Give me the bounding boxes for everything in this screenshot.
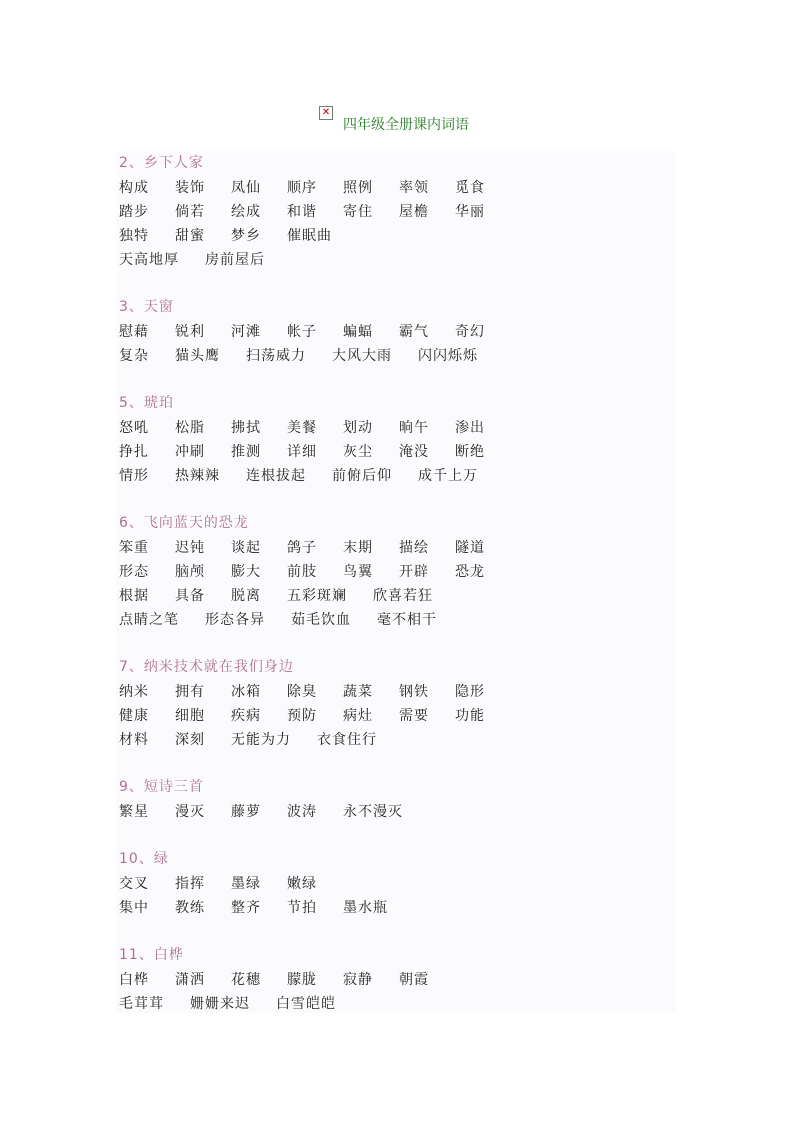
- vocabulary-word: 连根拔起: [246, 468, 306, 484]
- vocabulary-word: 繁星: [119, 804, 149, 820]
- vocabulary-word: 形态各异: [205, 612, 265, 628]
- vocabulary-word: 觅食: [455, 180, 485, 196]
- vocabulary-word: 晌午: [399, 420, 429, 436]
- word-row: [116, 223, 676, 247]
- vocabulary-word: 点睛之笔: [119, 612, 179, 628]
- vocabulary-word: 扫荡威力: [246, 348, 306, 364]
- vocabulary-word: 描绘: [399, 540, 429, 556]
- vocabulary-word: 顺序: [287, 180, 317, 196]
- vocabulary-word: 毫不相干: [377, 612, 437, 628]
- vocabulary-word: 美餐: [287, 420, 317, 436]
- vocabulary-word: 松脂: [175, 420, 205, 436]
- vocabulary-word: 集中: [119, 900, 149, 916]
- vocabulary-word: 率领: [399, 180, 429, 196]
- vocabulary-word: 无能为力: [231, 732, 291, 748]
- vocabulary-list: [116, 151, 676, 1013]
- vocabulary-word: 构成: [119, 180, 149, 196]
- lesson-section: [116, 391, 676, 487]
- vocabulary-word: 永不漫灭: [343, 804, 403, 820]
- vocabulary-word: 波涛: [287, 804, 317, 820]
- vocabulary-word: 详细: [287, 444, 317, 460]
- vocabulary-word: 钢铁: [399, 684, 429, 700]
- vocabulary-word: 绘成: [231, 204, 261, 220]
- vocabulary-word: 复杂: [119, 348, 149, 364]
- vocabulary-word: 锐利: [175, 324, 205, 340]
- lesson-heading: 11、白桦: [119, 947, 184, 963]
- vocabulary-word: 墨绿: [231, 876, 261, 892]
- vocabulary-word: 恐龙: [455, 564, 485, 580]
- vocabulary-word: 教练: [175, 900, 205, 916]
- vocabulary-word: 具备: [175, 588, 205, 604]
- vocabulary-word: 膨大: [231, 564, 261, 580]
- lesson-heading: 6、飞向蓝天的恐龙: [119, 515, 249, 531]
- vocabulary-word: 整齐: [231, 900, 261, 916]
- vocabulary-word: 华丽: [455, 204, 485, 220]
- vocabulary-word: 情形: [119, 468, 149, 484]
- vocabulary-word: 花穗: [231, 972, 261, 988]
- vocabulary-word: 形态: [119, 564, 149, 580]
- lesson-section: [116, 847, 676, 919]
- vocabulary-word: 和谐: [287, 204, 317, 220]
- vocabulary-word: 根据: [119, 588, 149, 604]
- lesson-section: [116, 943, 676, 1013]
- vocabulary-word: 怒吼: [119, 420, 149, 436]
- vocabulary-word: 细胞: [175, 708, 205, 724]
- vocabulary-word: 白雪皑皑: [276, 996, 336, 1012]
- word-row: [116, 559, 676, 583]
- vocabulary-word: 梦乡: [231, 228, 261, 244]
- vocabulary-word: 热辣辣: [175, 468, 220, 484]
- vocabulary-word: 寂静: [343, 972, 373, 988]
- vocabulary-word: 独特: [119, 228, 149, 244]
- vocabulary-word: 推测: [231, 444, 261, 460]
- word-row: [116, 535, 676, 559]
- title-row: [0, 105, 794, 131]
- vocabulary-word: 慰藉: [119, 324, 149, 340]
- lesson-heading: 7、纳米技术就在我们身边: [119, 659, 294, 675]
- word-row: [116, 607, 676, 631]
- vocabulary-word: 五彩斑斓: [287, 588, 347, 604]
- vocabulary-word: 倘若: [175, 204, 205, 220]
- vocabulary-word: 鸟翼: [343, 564, 373, 580]
- vocabulary-word: 凤仙: [231, 180, 261, 196]
- vocabulary-word: 拥有: [175, 684, 205, 700]
- vocabulary-word: 蔬菜: [343, 684, 373, 700]
- vocabulary-word: 大风大雨: [332, 348, 392, 364]
- vocabulary-word: 装饰: [175, 180, 205, 196]
- vocabulary-word: 朦胧: [287, 972, 317, 988]
- vocabulary-word: 冲刷: [175, 444, 205, 460]
- vocabulary-word: 交叉: [119, 876, 149, 892]
- vocabulary-word: 毛茸茸: [119, 996, 164, 1012]
- vocabulary-word: 欣喜若狂: [373, 588, 433, 604]
- lesson-section: [116, 655, 676, 751]
- vocabulary-word: 白桦: [119, 972, 149, 988]
- word-row: [116, 727, 676, 751]
- vocabulary-word: 冰箱: [231, 684, 261, 700]
- vocabulary-word: 帐子: [287, 324, 317, 340]
- vocabulary-word: 需要: [399, 708, 429, 724]
- lesson-heading: 9、短诗三首: [119, 779, 204, 795]
- vocabulary-word: 隐形: [455, 684, 485, 700]
- word-row: [116, 895, 676, 919]
- vocabulary-word: 蝙蝠: [343, 324, 373, 340]
- vocabulary-word: 河滩: [231, 324, 261, 340]
- vocabulary-word: 姗姗来迟: [190, 996, 250, 1012]
- vocabulary-word: 甜蜜: [175, 228, 205, 244]
- vocabulary-word: 功能: [455, 708, 485, 724]
- vocabulary-word: 踏步: [119, 204, 149, 220]
- lesson-heading: 5、琥珀: [119, 395, 174, 411]
- word-row: [116, 991, 676, 1013]
- vocabulary-word: 材料: [119, 732, 149, 748]
- word-row: [116, 679, 676, 703]
- vocabulary-word: 嫩绿: [287, 876, 317, 892]
- vocabulary-word: 朝霞: [399, 972, 429, 988]
- vocabulary-word: 潇洒: [175, 972, 205, 988]
- vocabulary-word: 笨重: [119, 540, 149, 556]
- vocabulary-word: 预防: [287, 708, 317, 724]
- vocabulary-word: 开辟: [399, 564, 429, 580]
- vocabulary-word: 病灶: [343, 708, 373, 724]
- vocabulary-word: 漫灭: [175, 804, 205, 820]
- vocabulary-word: 闪闪烁烁: [418, 348, 478, 364]
- lesson-heading: 10、绿: [119, 851, 169, 867]
- lesson-section: [116, 295, 676, 367]
- word-row: [116, 799, 676, 823]
- vocabulary-word: 茹毛饮血: [291, 612, 351, 628]
- vocabulary-word: 催眠曲: [287, 228, 332, 244]
- vocabulary-word: 藤萝: [231, 804, 261, 820]
- word-row: [116, 319, 676, 343]
- vocabulary-word: 拂拭: [231, 420, 261, 436]
- vocabulary-word: 前肢: [287, 564, 317, 580]
- vocabulary-word: 划动: [343, 420, 373, 436]
- page-title: 四年级全册课内词语: [343, 117, 469, 133]
- word-row: [116, 439, 676, 463]
- word-row: [116, 463, 676, 487]
- vocabulary-word: 墨水瓶: [343, 900, 388, 916]
- word-row: [116, 247, 676, 271]
- vocabulary-word: 屋檐: [399, 204, 429, 220]
- vocabulary-word: 猫头鹰: [175, 348, 220, 364]
- vocabulary-word: 奇幻: [455, 324, 485, 340]
- word-row: [116, 199, 676, 223]
- vocabulary-word: 鸽子: [287, 540, 317, 556]
- word-row: [116, 415, 676, 439]
- vocabulary-word: 断绝: [455, 444, 485, 460]
- vocabulary-word: 节拍: [287, 900, 317, 916]
- vocabulary-word: 疾病: [231, 708, 261, 724]
- word-row: [116, 583, 676, 607]
- vocabulary-word: 衣食住行: [317, 732, 377, 748]
- vocabulary-word: 前俯后仰: [332, 468, 392, 484]
- vocabulary-word: 照例: [343, 180, 373, 196]
- vocabulary-word: 深刻: [175, 732, 205, 748]
- word-row: [116, 967, 676, 991]
- vocabulary-word: 纳米: [119, 684, 149, 700]
- vocabulary-word: 成千上万: [418, 468, 478, 484]
- vocabulary-word: 指挥: [175, 876, 205, 892]
- vocabulary-word: 末期: [343, 540, 373, 556]
- word-row: [116, 703, 676, 727]
- word-row: [116, 871, 676, 895]
- vocabulary-word: 隧道: [455, 540, 485, 556]
- vocabulary-word: 除臭: [287, 684, 317, 700]
- vocabulary-word: 霸气: [399, 324, 429, 340]
- lesson-section: [116, 511, 676, 631]
- vocabulary-word: 天高地厚: [119, 252, 179, 268]
- broken-image-icon: ✕: [319, 106, 333, 120]
- vocabulary-word: 脑颅: [175, 564, 205, 580]
- vocabulary-word: 健康: [119, 708, 149, 724]
- vocabulary-word: 迟钝: [175, 540, 205, 556]
- vocabulary-word: 挣扎: [119, 444, 149, 460]
- lesson-heading: 3、天窗: [119, 299, 174, 315]
- vocabulary-word: 脱离: [231, 588, 261, 604]
- vocabulary-word: 寄住: [343, 204, 373, 220]
- vocabulary-word: 渗出: [455, 420, 485, 436]
- vocabulary-word: 灰尘: [343, 444, 373, 460]
- lesson-section: [116, 151, 676, 271]
- vocabulary-word: 房前屋后: [205, 252, 265, 268]
- vocabulary-word: 淹没: [399, 444, 429, 460]
- vocabulary-word: 谈起: [231, 540, 261, 556]
- word-row: [116, 175, 676, 199]
- lesson-heading: 2、乡下人家: [119, 155, 204, 171]
- word-row: [116, 343, 676, 367]
- lesson-section: [116, 775, 676, 823]
